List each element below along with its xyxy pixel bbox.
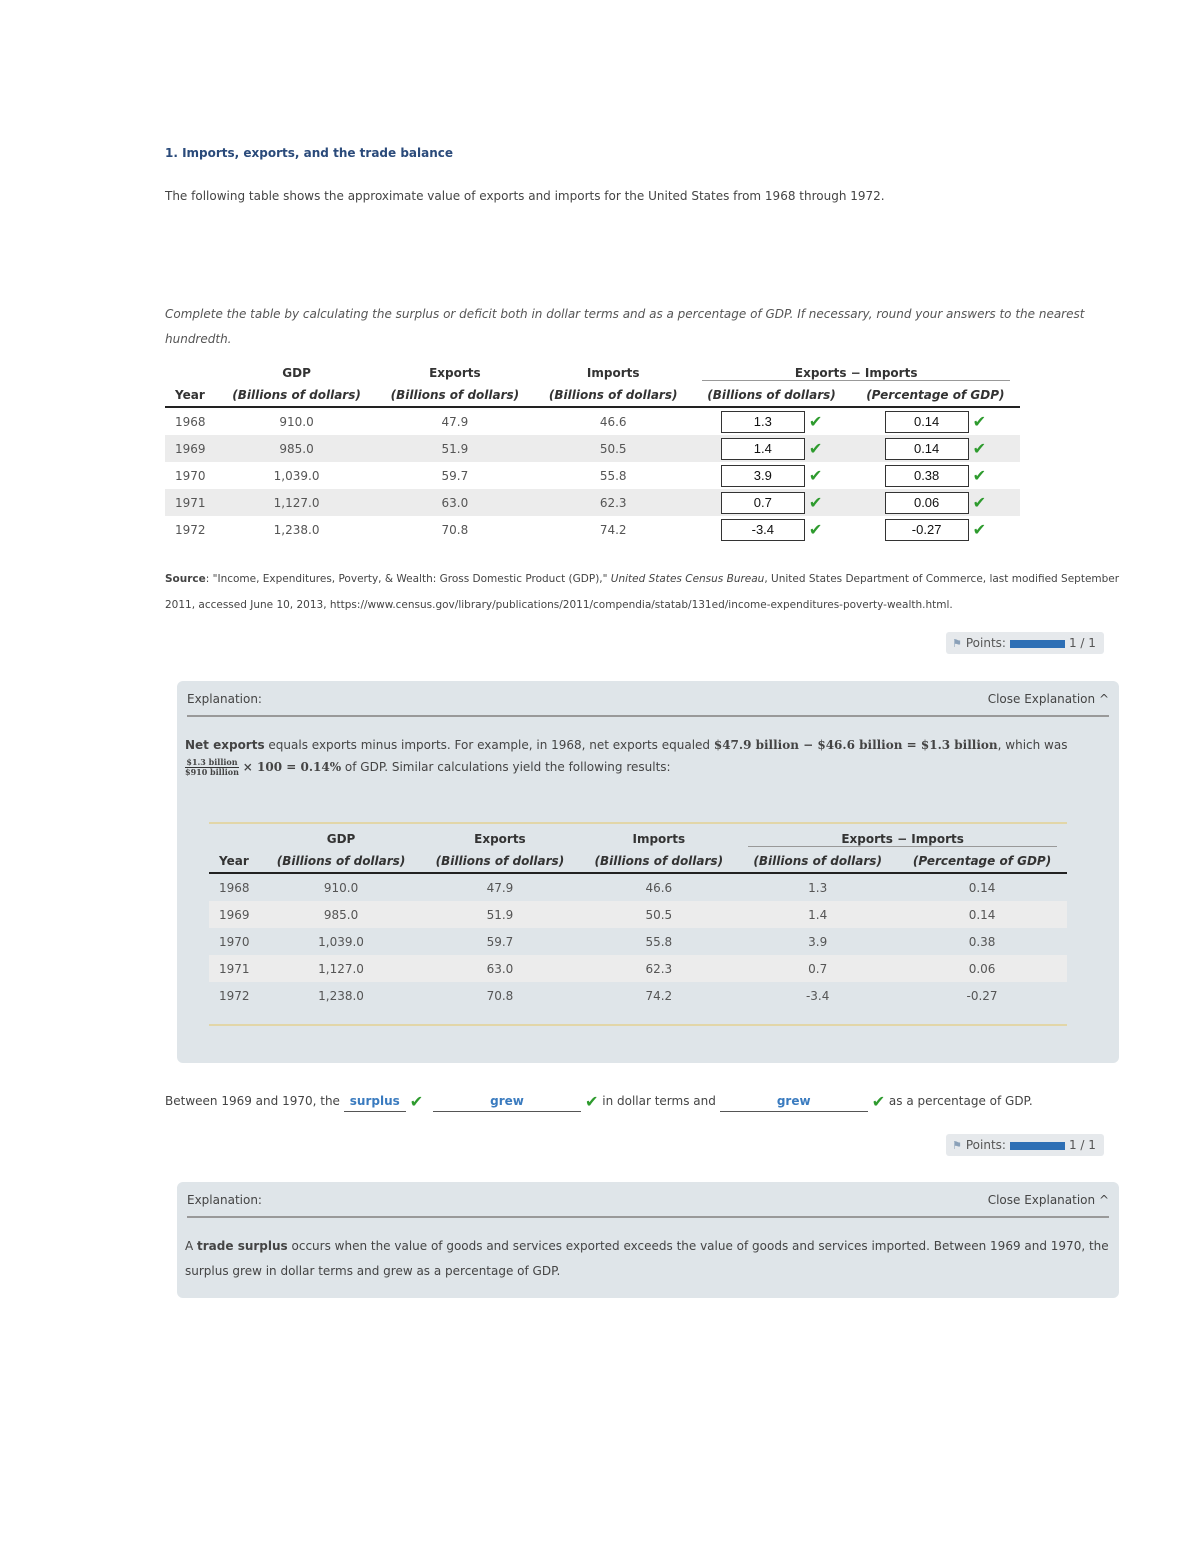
- imports-cell: 55.8: [645, 934, 673, 949]
- explanation-body: occurs when the value of goods and services exported exceeds the value of goods and services imported. Between 1969 and 1970, the surplus grew in dollar terms and grew as a percentage of GDP.: [185, 1239, 1109, 1278]
- table-row: [165, 516, 1020, 543]
- billions-answer-input[interactable]: -3.4: [721, 519, 805, 541]
- checkmark-icon: ✔: [972, 466, 987, 485]
- imports-cell: 50.5: [579, 901, 738, 928]
- gdp-cell: 1,039.0: [273, 468, 320, 483]
- gdp-cell: 1,127.0: [217, 489, 375, 516]
- explanation-fraction: [185, 758, 239, 777]
- net-exports-percent-cell: -0.27: [966, 988, 998, 1003]
- checkmark-icon: ✔: [871, 1091, 886, 1111]
- res-col-exports-unit: (Billions of dollars): [420, 850, 579, 873]
- year-cell: 1970: [175, 468, 206, 483]
- sentence-before: Between 1969 and 1970, the: [165, 1094, 340, 1108]
- table-row: [165, 435, 1020, 462]
- res-col-gdp: GDP: [326, 832, 356, 846]
- col-gdp: GDP: [282, 366, 311, 380]
- question-title: 1. Imports, exports, and the trade balance: [165, 146, 454, 160]
- fraction-denominator: $910 billion: [185, 767, 239, 777]
- points-label: Points:: [965, 636, 1006, 650]
- net-exports-term: Net exports: [185, 738, 265, 752]
- answer-table: [165, 362, 1020, 543]
- checkmark-icon: ✔: [808, 466, 823, 485]
- question-instruction: Complete the table by calculating the surplus or deficit both in dollar terms and as a percentage of GDP. If necessary, round your answers to the nearest hundredth.: [165, 307, 1085, 346]
- billions-answer-input[interactable]: 3.9: [721, 465, 805, 487]
- checkmark-icon: ✔: [972, 493, 987, 512]
- net-exports-percent-cell: [851, 407, 1020, 435]
- col-diff: Exports − Imports: [702, 366, 1010, 381]
- net-exports-percent-cell: [851, 516, 1020, 543]
- exports-cell: 51.9: [420, 901, 579, 928]
- exports-cell: 70.8: [441, 522, 469, 537]
- gdp-cell: 1,238.0: [273, 522, 320, 537]
- source-label: Source: [165, 573, 206, 585]
- exports-cell: 70.8: [486, 988, 514, 1003]
- year-cell: 1972: [175, 522, 206, 537]
- year-cell: 1971: [165, 489, 217, 516]
- source-publication: United States Census Bureau: [610, 573, 765, 585]
- exports-cell: 51.9: [376, 435, 534, 462]
- imports-cell: 74.2: [645, 988, 673, 1003]
- explanation-panel: [177, 1182, 1119, 1298]
- percent-answer-input[interactable]: -0.27: [885, 519, 969, 541]
- net-exports-percent-cell: 0.38: [968, 934, 996, 949]
- imports-cell: 55.8: [599, 468, 627, 483]
- points-progress-bar: [1010, 1142, 1065, 1150]
- exports-cell: 59.7: [441, 468, 469, 483]
- explanation-math-1: $47.9 billion − $46.6 billion = $1.3 billion: [713, 738, 998, 752]
- checkmark-icon: ✔: [972, 520, 987, 539]
- checkmark-icon: ✔: [808, 493, 823, 512]
- res-col-diff: Exports − Imports: [748, 832, 1057, 847]
- net-exports-percent-cell: [851, 489, 1020, 516]
- net-exports-billions-cell: [692, 489, 850, 516]
- percent-answer-input[interactable]: 0.06: [885, 492, 969, 514]
- checkmark-icon: ✔: [972, 412, 987, 431]
- gdp-cell: 1,127.0: [262, 955, 421, 982]
- question-intro: The following table shows the approximate value of exports and imports for the United States from 1968 through 1972.: [165, 189, 885, 203]
- res-col-imports: Imports: [632, 832, 686, 846]
- net-exports-billions-cell: [692, 516, 850, 543]
- billions-answer-input[interactable]: 1.3: [721, 411, 805, 433]
- res-col-diff-billions-unit: (Billions of dollars): [738, 850, 897, 873]
- year-cell: 1968: [175, 414, 206, 429]
- points-score: 1 / 1: [1068, 636, 1096, 650]
- percentage-dropdown[interactable]: grew: [720, 1091, 868, 1112]
- imports-cell: 46.6: [599, 414, 627, 429]
- col-imports-unit: (Billions of dollars): [534, 384, 692, 407]
- imports-cell: 46.6: [645, 880, 673, 895]
- gdp-cell: 985.0: [262, 901, 421, 928]
- net-exports-billions-cell: [692, 462, 850, 489]
- net-exports-billions-cell: 1.4: [738, 901, 897, 928]
- results-table: [209, 828, 1067, 1009]
- source-text-before: : "Income, Expenditures, Poverty, & Wealth: Gross Domestic Product (GDP),": [205, 573, 611, 585]
- col-diff-pct-unit: (Percentage of GDP): [851, 384, 1020, 407]
- year-cell: 1972: [219, 988, 250, 1003]
- exports-cell: 47.9: [486, 880, 514, 895]
- explanation-text-1: equals exports minus imports. For example, in 1968, net exports equaled: [264, 738, 714, 752]
- explanation-text: [185, 1234, 1110, 1284]
- net-exports-percent-cell: 0.14: [968, 880, 996, 895]
- explanation-text: [185, 734, 1110, 778]
- net-exports-percent-cell: [851, 435, 1020, 462]
- table-row: [209, 928, 1067, 955]
- net-exports-billions-cell: -3.4: [805, 988, 830, 1003]
- explanation-math-2: × 100 = 0.14%: [242, 760, 342, 774]
- table-row: [209, 901, 1067, 928]
- points-indicator: [946, 1134, 1104, 1156]
- checkmark-icon: ✔: [972, 439, 987, 458]
- close-explanation-button[interactable]: Close Explanation ^: [987, 692, 1109, 706]
- col-diff-billions-unit: (Billions of dollars): [692, 384, 850, 407]
- net-exports-billions-cell: [692, 435, 850, 462]
- explanation-text-2: , which was: [997, 738, 1068, 752]
- res-col-gdp-unit: (Billions of dollars): [262, 850, 421, 873]
- res-col-imports-unit: (Billions of dollars): [579, 850, 738, 873]
- billions-answer-input[interactable]: 0.7: [721, 492, 805, 514]
- res-col-year: Year: [209, 850, 262, 873]
- table-row: [165, 489, 1020, 516]
- percent-answer-input[interactable]: 0.14: [885, 438, 969, 460]
- col-exports-unit: (Billions of dollars): [376, 384, 534, 407]
- points-score: 1 / 1: [1068, 1138, 1096, 1152]
- net-exports-billions-cell: 0.7: [738, 955, 897, 982]
- checkmark-icon: ✔: [808, 439, 823, 458]
- net-exports-percent-cell: 0.06: [897, 955, 1067, 982]
- table-row: [209, 982, 1067, 1009]
- res-col-exports: Exports: [474, 832, 526, 846]
- imports-cell: 62.3: [534, 489, 692, 516]
- flag-icon: ⚑: [952, 637, 962, 650]
- checkmark-icon: ✔: [808, 412, 823, 431]
- close-explanation-button[interactable]: Close Explanation ^: [987, 1193, 1109, 1207]
- year-cell: 1968: [219, 880, 250, 895]
- exports-cell: 63.0: [420, 955, 579, 982]
- col-imports: Imports: [586, 366, 640, 380]
- year-cell: 1971: [209, 955, 262, 982]
- trade-surplus-term: trade surplus: [197, 1239, 288, 1253]
- surplus-dropdown[interactable]: surplus: [344, 1091, 406, 1112]
- source-citation: [165, 566, 1140, 618]
- explanation-label: Explanation:: [187, 1193, 262, 1207]
- flag-icon: ⚑: [952, 1139, 962, 1152]
- sentence-middle: in dollar terms and: [602, 1094, 716, 1108]
- res-col-diff-pct-unit: (Percentage of GDP): [897, 850, 1067, 873]
- points-indicator: [946, 632, 1104, 654]
- checkmark-icon: ✔: [585, 1091, 599, 1111]
- imports-cell: 50.5: [534, 435, 692, 462]
- exports-cell: 47.9: [441, 414, 469, 429]
- sentence-after: as a percentage of GDP.: [888, 1094, 1033, 1108]
- percent-answer-input[interactable]: 0.38: [885, 465, 969, 487]
- imports-cell: 62.3: [579, 955, 738, 982]
- year-cell: 1969: [165, 435, 217, 462]
- col-year: Year: [165, 384, 217, 407]
- source-text-after: , United States Department of Commerce, last modified September 2011, accessed June 10, 2013, https://www.census.gov/library/publications/2011/compendia/statab/131ed/income-expenditures-poverty-wealth.html.: [165, 573, 1120, 611]
- exports-cell: 59.7: [486, 934, 514, 949]
- net-exports-billions-cell: 3.9: [808, 934, 828, 949]
- explanation-label: Explanation:: [187, 692, 262, 706]
- dollar-terms-dropdown[interactable]: grew: [433, 1091, 581, 1112]
- col-gdp-unit: (Billions of dollars): [217, 384, 375, 407]
- checkmark-icon: ✔: [409, 1091, 424, 1111]
- gdp-cell: 1,238.0: [318, 988, 364, 1003]
- explanation-panel: [177, 681, 1119, 1063]
- explanation-text-3: of GDP. Similar calculations yield the following results:: [341, 760, 671, 774]
- gdp-cell: 910.0: [323, 880, 359, 895]
- table-row: [209, 873, 1067, 901]
- gdp-cell: 910.0: [279, 414, 314, 429]
- table-row: [165, 462, 1020, 489]
- explanation-prefix: A: [185, 1239, 198, 1253]
- imports-cell: 74.2: [599, 522, 627, 537]
- gdp-cell: 985.0: [217, 435, 375, 462]
- net-exports-billions-cell: 1.3: [808, 880, 828, 895]
- col-exports: Exports: [429, 366, 481, 380]
- gdp-cell: 1,039.0: [318, 934, 364, 949]
- net-exports-percent-cell: [851, 462, 1020, 489]
- fraction-numerator: $1.3 billion: [186, 757, 238, 767]
- net-exports-percent-cell: 0.14: [897, 901, 1067, 928]
- points-label: Points:: [965, 1138, 1006, 1152]
- billions-answer-input[interactable]: 1.4: [721, 438, 805, 460]
- table-row: [209, 955, 1067, 982]
- net-exports-billions-cell: [692, 407, 850, 435]
- year-cell: 1970: [219, 934, 250, 949]
- percent-answer-input[interactable]: 0.14: [885, 411, 969, 433]
- exports-cell: 63.0: [376, 489, 534, 516]
- checkmark-icon: ✔: [808, 520, 823, 539]
- year-cell: 1969: [209, 901, 262, 928]
- table-row: [165, 407, 1020, 435]
- points-progress-bar: [1010, 640, 1065, 648]
- fill-in-sentence: [165, 1091, 1033, 1112]
